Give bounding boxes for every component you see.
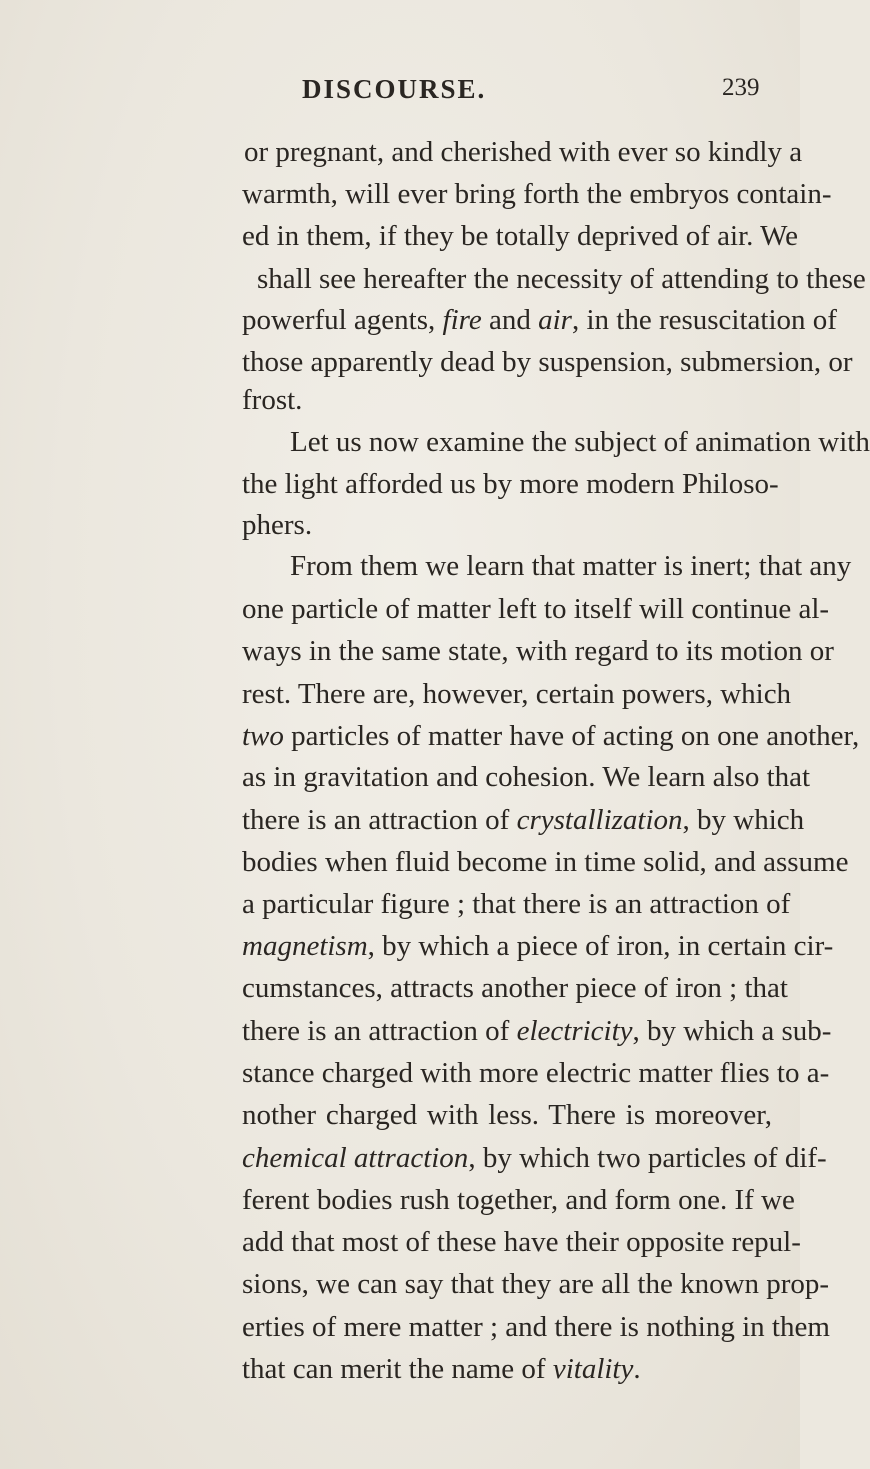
text-line [242, 300, 837, 340]
italic-term: two [242, 720, 284, 752]
text-segment: phers. [242, 509, 313, 541]
text-line [242, 1307, 830, 1347]
text-line [242, 1138, 827, 1178]
text-segment: . [633, 1353, 641, 1385]
text-segment: ferent bodies rush together, and form one. If we [242, 1184, 795, 1216]
text-segment: a particular figure ; that there is an attraction of [242, 888, 791, 920]
text-line [242, 174, 832, 214]
text-segment: one particle of matter left to itself will continue al- [242, 593, 830, 625]
text-segment: From them we learn that matter is inert; that any [290, 550, 852, 582]
text-segment: , by which [682, 804, 805, 836]
text-line [242, 1180, 795, 1220]
page-number: 239 [722, 74, 760, 101]
text-line [242, 631, 834, 671]
running-head-title: DISCOURSE. [302, 74, 487, 104]
text-segment: , by which two particles of dif- [468, 1142, 827, 1174]
text-segment: , in the resuscitation of [571, 304, 837, 336]
text-line [242, 884, 791, 924]
text-line [242, 380, 772, 420]
text-line [242, 800, 805, 840]
text-segment: sions, we can say that they are all the known prop- [242, 1268, 830, 1300]
text-segment: , by which a sub- [632, 1015, 832, 1047]
text-line [242, 757, 811, 797]
italic-term: air [538, 304, 572, 336]
text-line [290, 546, 852, 586]
text-line [242, 716, 860, 756]
text-line [290, 422, 870, 462]
text-segment: frost. [242, 384, 303, 416]
text-line [242, 1222, 801, 1262]
italic-term: crystallization [516, 804, 683, 836]
text-segment: add that most of these have their opposite repul- [242, 1226, 801, 1258]
text-segment: there is an attraction of [242, 1015, 517, 1047]
running-head [0, 74, 800, 118]
text-segment: ed in them, if they be totally deprived of air. We [242, 220, 799, 252]
text-segment: nother charged with less. There is moreover, [242, 1099, 772, 1131]
text-segment: and [481, 304, 539, 336]
text-segment: stance charged with more electric matter flies to a- [242, 1057, 830, 1089]
text-line [242, 342, 853, 382]
text-line [242, 842, 849, 882]
text-segment: or pregnant, and cherished with ever so kindly a [244, 136, 803, 168]
text-segment: warmth, will ever bring forth the embryos contain- [242, 178, 832, 210]
text-line [242, 464, 779, 504]
text-segment: the light afforded us by more modern Philoso- [242, 468, 779, 500]
text-line [242, 674, 792, 714]
text-line [242, 1264, 830, 1304]
text-segment: cumstances, attracts another piece of iron ; that [242, 972, 788, 1004]
text-line [242, 968, 788, 1008]
text-line [242, 216, 799, 256]
text-segment: erties of mere matter ; and there is nothing in them [242, 1311, 830, 1343]
text-line [257, 259, 866, 299]
italic-term: chemical attraction [242, 1142, 469, 1174]
text-line [242, 1095, 772, 1135]
text-line [242, 1349, 772, 1389]
text-line [242, 926, 834, 966]
text-segment: particles of matter have of acting on one another, [283, 720, 860, 752]
text-segment: rest. There are, however, certain powers, which [242, 678, 792, 710]
italic-term: electricity [516, 1015, 633, 1047]
italic-term: fire [442, 304, 482, 336]
text-line [242, 1053, 830, 1093]
text-segment: that can merit the name of [242, 1353, 553, 1385]
text-segment: ways in the same state, with regard to its motion or [242, 635, 834, 667]
text-segment: , by which a piece of iron, in certain cir- [367, 930, 834, 962]
text-segment: bodies when fluid become in time solid, and assume [242, 846, 849, 878]
italic-term: magnetism [242, 930, 368, 962]
text-segment: those apparently dead by suspension, submersion, or [242, 346, 853, 378]
text-line [242, 1011, 832, 1051]
text-line [242, 505, 772, 545]
text-segment: as in gravitation and cohesion. We learn also that [242, 761, 811, 793]
text-line [244, 132, 803, 172]
text-segment: powerful agents, [242, 304, 443, 336]
text-segment: shall see hereafter the necessity of attending to these [257, 263, 866, 295]
text-segment: there is an attraction of [242, 804, 517, 836]
text-line [242, 589, 830, 629]
italic-term: vitality [552, 1353, 634, 1385]
text-segment: Let us now examine the subject of animation with [290, 426, 870, 458]
